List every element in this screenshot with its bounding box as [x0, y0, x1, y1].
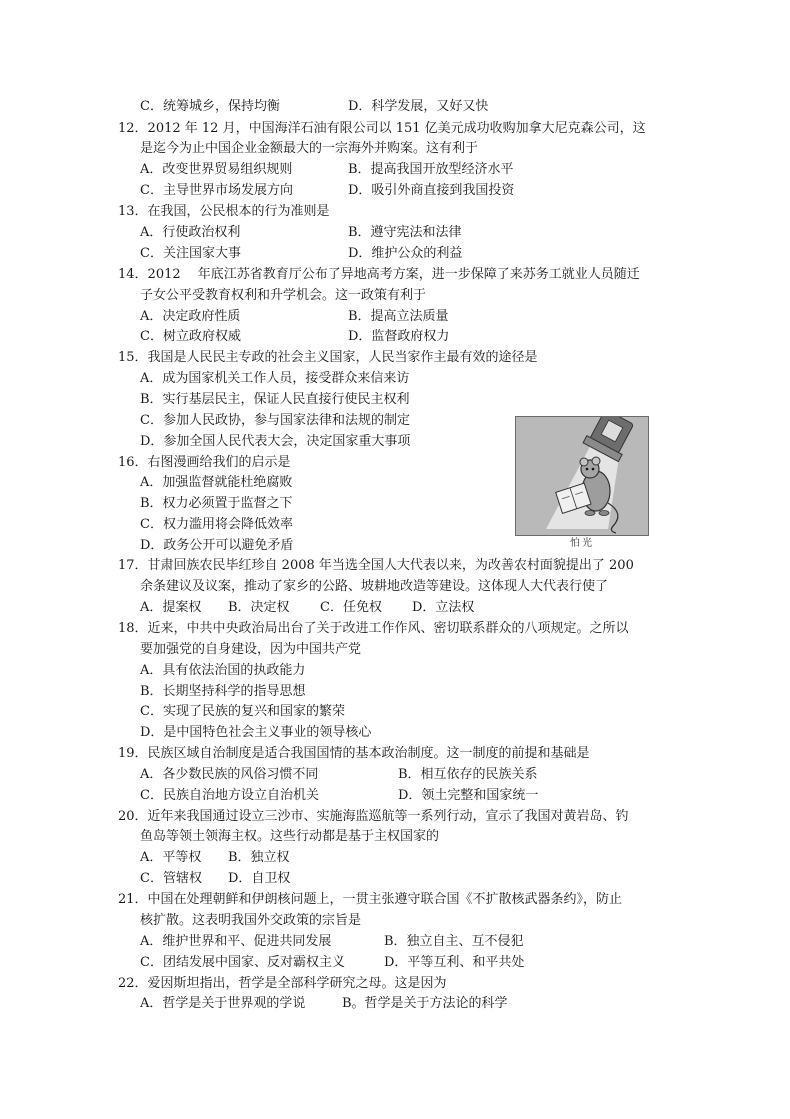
q15-stem-line1: 15．我国是人民民主专政的社会主义国家，人民当家作主最有效的途径是 — [118, 350, 538, 365]
q12-option-b: B．提高我国开放型经济水平 — [348, 162, 514, 177]
cartoon-image — [515, 416, 649, 536]
q17-option-b: B．决定权 — [228, 600, 290, 615]
q21-stem-line1: 21．中国在处理朝鲜和伊朗核问题上，一贯主张遵守联合国《不扩散核武器条约》，防止 — [118, 892, 623, 907]
q18-option-c: C．实现了民族的复兴和国家的繁荣 — [140, 704, 345, 719]
cartoon-caption: 怕光 — [570, 538, 594, 549]
q18-stem-line2: 要加强党的自身建设，因为中国共产党 — [140, 642, 362, 657]
q13-option-b: B．遵守宪法和法律 — [348, 225, 462, 240]
q19-option-d: D．领土完整和国家统一 — [398, 788, 539, 803]
q16-option-a: A．加强监督就能杜绝腐败 — [140, 475, 293, 490]
q13-option-c: C．关注国家大事 — [140, 246, 241, 261]
q17-stem-line2: 余条建议及议案，推动了家乡的公路、坡耕地改造等建设。这体现人大代表行使了 — [140, 579, 609, 594]
q17-stem-line1: 17．甘肃回族农民毕红珍自 2008 年当选全国人大代表以来，为改善农村面貌提出了 200 — [118, 558, 634, 573]
q21-option-c: C．团结发展中国家、反对霸权主义 — [140, 955, 345, 970]
q12-option-d: D．吸引外商直接到我国投资 — [348, 183, 515, 198]
q15-option-a: A．成为国家机关工作人员，接受群众来信来访 — [140, 371, 410, 386]
q17-option-a: A．提案权 — [140, 600, 202, 615]
q13-option-a: A．行使政治权利 — [140, 225, 241, 240]
q19-option-a: A．各少数民族的风俗习惯不同 — [140, 767, 319, 782]
q17-option-c: C．任免权 — [320, 600, 382, 615]
q18-option-d: D．是中国特色社会主义事业的领导核心 — [140, 725, 372, 740]
q12-option-c: C．主导世界市场发展方向 — [140, 183, 293, 198]
q12-option-a: A．改变世界贸易组织规则 — [140, 162, 293, 177]
q17-option-d: D．立法权 — [412, 600, 475, 615]
q14-option-a: A．决定政府性质 — [140, 309, 241, 324]
q20-option-a: A．平等权 — [140, 850, 202, 865]
q14-stem-line1: 14．2012 年底江苏省教育厅公布了异地高考方案，进一步保障了来苏务工就业人员随迁 — [118, 267, 640, 282]
q21-stem-line2: 核扩散。这表明我国外交政策的宗旨是 — [140, 913, 362, 928]
q15-option-d: D．参加全国人民代表大会，决定国家重大事项 — [140, 434, 411, 449]
q18-option-b: B．长期坚持科学的指导思想 — [140, 684, 306, 699]
q16-stem-line1: 16．右图漫画给我们的启示是 — [118, 455, 291, 470]
q16-option-c: C．权力滥用将会降低效率 — [140, 517, 293, 532]
q16-option-d: D．政务公开可以避免矛盾 — [140, 538, 294, 553]
q20-option-b: B．独立权 — [228, 850, 290, 865]
q20-stem-line1: 20．近年来我国通过设立三沙市、实施海监巡航等一系列行动，宣示了我国对黄岩岛、钓 — [118, 809, 629, 824]
q13-stem-line1: 13．在我国，公民根本的行为准则是 — [118, 204, 330, 219]
q11-option-d: D．科学发展，又好又快 — [348, 99, 489, 114]
q20-option-d: D．自卫权 — [228, 871, 291, 886]
q19-option-c: C．民族自治地方设立自治机关 — [140, 788, 319, 803]
q21-option-b: B．独立自主、互不侵犯 — [384, 934, 524, 949]
q21-option-d: D．平等互利、和平共处 — [384, 955, 525, 970]
q20-stem-line2: 鱼岛等领土领海主权。这些行动都是基于主权国家的 — [140, 829, 440, 844]
q13-option-d: D．维护公众的利益 — [348, 246, 463, 261]
q18-option-a: A．具有依法治国的执政能力 — [140, 663, 306, 678]
q22-stem-line1: 22．爱因斯坦指出，哲学是全部科学研究之母。这是因为 — [118, 976, 447, 991]
q16-option-b: B．权力必须置于监督之下 — [140, 496, 293, 511]
q22-option-a: A．哲学是关于世界观的学说 — [140, 996, 306, 1011]
q12-stem-line1: 12．2012 年 12 月，中国海洋石油有限公司以 151 亿美元成功收购加拿大尼克森公司，这 — [118, 121, 646, 136]
q15-option-b: B．实行基层民主，保证人民直接行使民主权利 — [140, 392, 410, 407]
q14-option-b: B．提高立法质量 — [348, 309, 449, 324]
q12-stem-line2: 是迄今为止中国企业金额最大的一宗海外并购案。这有利于 — [140, 141, 479, 156]
q22-option-b: B。哲学是关于方法论的科学 — [342, 996, 508, 1011]
q19-stem-line1: 19．民族区域自治制度是适合我国国情的基本政治制度。这一制度的前提和基础是 — [118, 746, 590, 761]
q11-option-c: C．统筹城乡，保持均衡 — [140, 99, 280, 114]
q20-option-c: C．管辖权 — [140, 871, 202, 886]
q21-option-a: A．维护世界和平、促进共同发展 — [140, 934, 332, 949]
q14-option-d: D．监督政府权力 — [348, 329, 450, 344]
q15-option-c: C．参加人民政协，参与国家法律和法规的制定 — [140, 413, 410, 428]
q14-option-c: C．树立政府权威 — [140, 329, 241, 344]
q18-stem-line1: 18．近来，中共中央政治局出台了关于改进工作作风、密切联系群众的八项规定。之所以 — [118, 621, 629, 636]
cartoon-illustration — [516, 417, 648, 535]
q19-option-b: B．相互依存的民族关系 — [398, 767, 538, 782]
q14-stem-line2: 子女公平受教育权利和升学机会。这一政策有利于 — [140, 288, 427, 303]
